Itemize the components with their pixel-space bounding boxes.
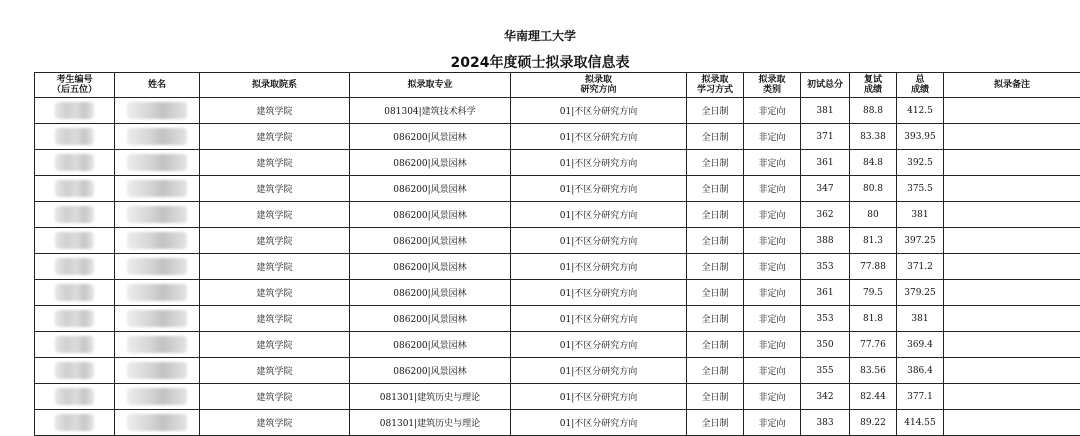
department-cell: 建筑学院 [200, 384, 350, 410]
header-total-score-line: 总 [897, 75, 943, 85]
remarks-cell [944, 280, 1080, 306]
remarks-cell [944, 150, 1080, 176]
direction-cell: 01|不区分研究方向 [511, 306, 687, 332]
table-row [35, 384, 1080, 410]
total-score-cell: 377.1 [897, 384, 944, 410]
department-cell: 建筑学院 [200, 306, 350, 332]
initial-score-cell: 388 [801, 228, 850, 254]
table-row [35, 254, 1080, 280]
table-row [35, 202, 1080, 228]
header-department [200, 73, 350, 98]
category-cell: 非定向 [744, 202, 801, 228]
retest-score-cell: 84.8 [850, 150, 897, 176]
initial-score-cell: 347 [801, 176, 850, 202]
direction-cell: 01|不区分研究方向 [511, 176, 687, 202]
header-study-mode-line: 拟录取 [687, 75, 743, 85]
initial-score-cell: 361 [801, 150, 850, 176]
redacted-name [127, 414, 187, 431]
major-cell: 086200|风景园林 [350, 202, 511, 228]
major-cell: 086200|风景园林 [350, 358, 511, 384]
direction-cell: 01|不区分研究方向 [511, 358, 687, 384]
table-row [35, 228, 1080, 254]
study-mode-cell: 全日制 [687, 98, 744, 124]
name-cell [115, 176, 200, 202]
study-mode-cell: 全日制 [687, 410, 744, 436]
page-title: 2024年度硕士拟录取信息表 [0, 52, 1080, 72]
table-row [35, 98, 1080, 124]
redacted-name [127, 284, 187, 301]
retest-score-cell: 81.3 [850, 228, 897, 254]
redacted-id [55, 336, 95, 353]
category-cell: 非定向 [744, 150, 801, 176]
remarks-cell [944, 306, 1080, 332]
header-candidate-id-line: （后五位） [35, 85, 114, 95]
major-cell: 086200|风景园林 [350, 150, 511, 176]
direction-cell: 01|不区分研究方向 [511, 384, 687, 410]
remarks-cell [944, 384, 1080, 410]
candidate-id-cell [35, 228, 115, 254]
retest-score-cell: 80.8 [850, 176, 897, 202]
direction-cell: 01|不区分研究方向 [511, 228, 687, 254]
retest-score-cell: 79.5 [850, 280, 897, 306]
department-cell: 建筑学院 [200, 410, 350, 436]
redacted-name [127, 102, 187, 119]
candidate-id-cell [35, 176, 115, 202]
name-cell [115, 150, 200, 176]
study-mode-cell: 全日制 [687, 228, 744, 254]
retest-score-cell: 77.88 [850, 254, 897, 280]
retest-score-cell: 89.22 [850, 410, 897, 436]
header-retest-score-line: 复试 [850, 75, 896, 85]
major-cell: 081301|建筑历史与理论 [350, 384, 511, 410]
redacted-name [127, 362, 187, 379]
table-row [35, 176, 1080, 202]
major-cell: 081304|建筑技术科学 [350, 98, 511, 124]
name-cell [115, 254, 200, 280]
direction-cell: 01|不区分研究方向 [511, 410, 687, 436]
category-cell: 非定向 [744, 358, 801, 384]
major-cell: 086200|风景园林 [350, 332, 511, 358]
direction-cell: 01|不区分研究方向 [511, 254, 687, 280]
total-score-cell: 379.25 [897, 280, 944, 306]
redacted-name [127, 258, 187, 275]
table-row [35, 332, 1080, 358]
initial-score-cell: 371 [801, 124, 850, 150]
direction-cell: 01|不区分研究方向 [511, 98, 687, 124]
name-cell [115, 98, 200, 124]
name-cell [115, 228, 200, 254]
header-retest-score-line: 成绩 [850, 85, 896, 95]
admission-table [34, 72, 1080, 436]
name-cell [115, 358, 200, 384]
category-cell: 非定向 [744, 176, 801, 202]
department-cell: 建筑学院 [200, 202, 350, 228]
category-cell: 非定向 [744, 410, 801, 436]
candidate-id-cell [35, 254, 115, 280]
table-row [35, 358, 1080, 384]
total-score-cell: 414.55 [897, 410, 944, 436]
total-score-cell: 386.4 [897, 358, 944, 384]
direction-cell: 01|不区分研究方向 [511, 280, 687, 306]
department-cell: 建筑学院 [200, 280, 350, 306]
total-score-cell: 369.4 [897, 332, 944, 358]
redacted-id [55, 232, 95, 249]
major-cell: 086200|风景园林 [350, 228, 511, 254]
header-major [350, 73, 511, 98]
initial-score-cell: 353 [801, 306, 850, 332]
candidate-id-cell [35, 306, 115, 332]
study-mode-cell: 全日制 [687, 306, 744, 332]
redacted-id [55, 154, 95, 171]
name-cell [115, 280, 200, 306]
study-mode-cell: 全日制 [687, 280, 744, 306]
candidate-id-cell [35, 410, 115, 436]
redacted-name [127, 128, 187, 145]
candidate-id-cell [35, 332, 115, 358]
retest-score-cell: 80 [850, 202, 897, 228]
study-mode-cell: 全日制 [687, 176, 744, 202]
candidate-id-cell [35, 202, 115, 228]
total-score-cell: 381 [897, 202, 944, 228]
header-research-direction-line: 研究方向 [511, 85, 686, 95]
study-mode-cell: 全日制 [687, 384, 744, 410]
remarks-cell [944, 254, 1080, 280]
category-cell: 非定向 [744, 306, 801, 332]
university-title: 华南理工大学 [0, 27, 1080, 44]
total-score-cell: 375.5 [897, 176, 944, 202]
remarks-cell [944, 176, 1080, 202]
category-cell: 非定向 [744, 332, 801, 358]
remarks-cell [944, 410, 1080, 436]
header-name [115, 73, 200, 98]
study-mode-cell: 全日制 [687, 202, 744, 228]
redacted-id [55, 310, 95, 327]
initial-score-cell: 381 [801, 98, 850, 124]
header-research-direction-line: 拟录取 [511, 75, 686, 85]
header-research-direction [511, 73, 687, 98]
header-major-line: 拟录取专业 [350, 80, 510, 90]
study-mode-cell: 全日制 [687, 150, 744, 176]
redacted-id [55, 258, 95, 275]
header-category-line: 拟录取 [744, 75, 800, 85]
redacted-name [127, 336, 187, 353]
header-name-line: 姓名 [115, 80, 199, 90]
retest-score-cell: 81.8 [850, 306, 897, 332]
table-header-row [35, 73, 1080, 98]
redacted-name [127, 154, 187, 171]
header-candidate-id-line: 考生编号 [35, 75, 114, 85]
direction-cell: 01|不区分研究方向 [511, 202, 687, 228]
redacted-name [127, 310, 187, 327]
candidate-id-cell [35, 384, 115, 410]
header-department-line: 拟录取院系 [200, 80, 349, 90]
category-cell: 非定向 [744, 280, 801, 306]
initial-score-cell: 342 [801, 384, 850, 410]
study-mode-cell: 全日制 [687, 332, 744, 358]
name-cell [115, 410, 200, 436]
header-category [744, 73, 801, 98]
redacted-name [127, 206, 187, 223]
header-initial-score [801, 73, 850, 98]
direction-cell: 01|不区分研究方向 [511, 150, 687, 176]
department-cell: 建筑学院 [200, 228, 350, 254]
name-cell [115, 202, 200, 228]
initial-score-cell: 353 [801, 254, 850, 280]
table-body [35, 98, 1080, 436]
name-cell [115, 384, 200, 410]
redacted-id [55, 128, 95, 145]
category-cell: 非定向 [744, 124, 801, 150]
major-cell: 086200|风景园林 [350, 306, 511, 332]
major-cell: 081301|建筑历史与理论 [350, 410, 511, 436]
category-cell: 非定向 [744, 384, 801, 410]
redacted-id [55, 388, 95, 405]
category-cell: 非定向 [744, 254, 801, 280]
redacted-id [55, 180, 95, 197]
table-row [35, 306, 1080, 332]
major-cell: 086200|风景园林 [350, 124, 511, 150]
remarks-cell [944, 202, 1080, 228]
initial-score-cell: 350 [801, 332, 850, 358]
total-score-cell: 393.95 [897, 124, 944, 150]
redacted-id [55, 102, 95, 119]
direction-cell: 01|不区分研究方向 [511, 332, 687, 358]
header-remarks [944, 73, 1080, 98]
header-remarks-line: 拟录备注 [944, 80, 1080, 90]
retest-score-cell: 77.76 [850, 332, 897, 358]
study-mode-cell: 全日制 [687, 358, 744, 384]
direction-cell: 01|不区分研究方向 [511, 124, 687, 150]
candidate-id-cell [35, 98, 115, 124]
header-study-mode-line: 学习方式 [687, 85, 743, 95]
retest-score-cell: 83.56 [850, 358, 897, 384]
total-score-cell: 397.25 [897, 228, 944, 254]
redacted-id [55, 414, 95, 431]
redacted-id [55, 284, 95, 301]
header-study-mode [687, 73, 744, 98]
table-row [35, 410, 1080, 436]
table-row [35, 150, 1080, 176]
study-mode-cell: 全日制 [687, 124, 744, 150]
department-cell: 建筑学院 [200, 358, 350, 384]
retest-score-cell: 88.8 [850, 98, 897, 124]
table-row [35, 124, 1080, 150]
retest-score-cell: 83.38 [850, 124, 897, 150]
remarks-cell [944, 98, 1080, 124]
header-retest-score [850, 73, 897, 98]
redacted-name [127, 232, 187, 249]
department-cell: 建筑学院 [200, 176, 350, 202]
remarks-cell [944, 358, 1080, 384]
initial-score-cell: 383 [801, 410, 850, 436]
name-cell [115, 332, 200, 358]
initial-score-cell: 361 [801, 280, 850, 306]
department-cell: 建筑学院 [200, 150, 350, 176]
category-cell: 非定向 [744, 98, 801, 124]
candidate-id-cell [35, 124, 115, 150]
header-total-score-line: 成绩 [897, 85, 943, 95]
header-category-line: 类别 [744, 85, 800, 95]
table-row [35, 280, 1080, 306]
total-score-cell: 412.5 [897, 98, 944, 124]
department-cell: 建筑学院 [200, 254, 350, 280]
redacted-name [127, 180, 187, 197]
remarks-cell [944, 228, 1080, 254]
candidate-id-cell [35, 358, 115, 384]
header-total-score [897, 73, 944, 98]
redacted-name [127, 388, 187, 405]
header-initial-score-line: 初试总分 [801, 80, 849, 90]
remarks-cell [944, 124, 1080, 150]
study-mode-cell: 全日制 [687, 254, 744, 280]
initial-score-cell: 355 [801, 358, 850, 384]
department-cell: 建筑学院 [200, 332, 350, 358]
major-cell: 086200|风景园林 [350, 176, 511, 202]
initial-score-cell: 362 [801, 202, 850, 228]
total-score-cell: 381 [897, 306, 944, 332]
category-cell: 非定向 [744, 228, 801, 254]
redacted-id [55, 362, 95, 379]
retest-score-cell: 82.44 [850, 384, 897, 410]
name-cell [115, 124, 200, 150]
major-cell: 086200|风景园林 [350, 280, 511, 306]
candidate-id-cell [35, 280, 115, 306]
header-candidate-id [35, 73, 115, 98]
remarks-cell [944, 332, 1080, 358]
total-score-cell: 392.5 [897, 150, 944, 176]
department-cell: 建筑学院 [200, 98, 350, 124]
candidate-id-cell [35, 150, 115, 176]
redacted-id [55, 206, 95, 223]
name-cell [115, 306, 200, 332]
major-cell: 086200|风景园林 [350, 254, 511, 280]
department-cell: 建筑学院 [200, 124, 350, 150]
total-score-cell: 371.2 [897, 254, 944, 280]
